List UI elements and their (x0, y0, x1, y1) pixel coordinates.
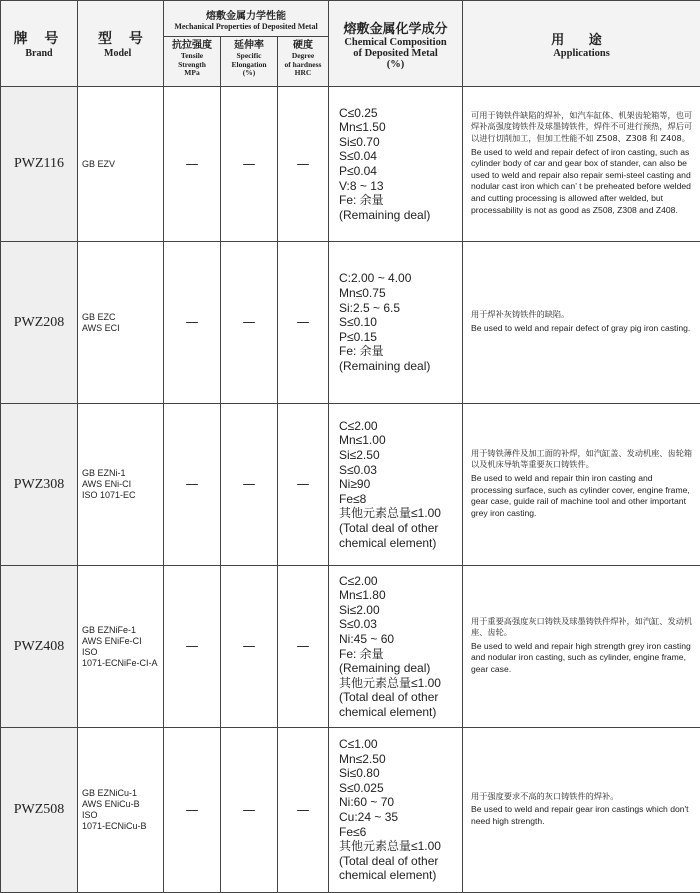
chem-cell (329, 242, 463, 404)
hardness-cell: — (278, 404, 329, 566)
hard-header-en2: of hardness (278, 61, 328, 70)
chem-header-en2: of Deposited Metal (329, 48, 462, 59)
model-cell (78, 566, 164, 728)
model-line: GB EZNiFe-1 (82, 625, 163, 636)
model-line: GB EZNi-1 (82, 468, 163, 479)
applications-header (463, 1, 700, 87)
application-en: Be used to weld and repair high strength grey iron casting and nodular iron casting, such as cylinder, engine frame, gear case. (471, 641, 694, 676)
application-en: Be used to weld and repair defect of iron casting, such as cylinder body of car and gear box of stander, can also be used to weld and repair also repair semi-steel casting and nodular cast iron which can’ t be preheated before welded and cutting processing is allowed after welded, but processability is not as good as Z508, Z308 and Z408. (471, 147, 694, 217)
application-zh: 用于铸铁薄件及加工面的补焊，如汽缸盖、发动机座、齿轮箱以及机床导轨等重要灰口铸铁件。 (471, 448, 694, 471)
model-line: AWS ENiCu-B (82, 799, 163, 810)
model-header-en: Model (78, 48, 163, 59)
application-zh: 可用于铸铁件缺陷的焊补，如汽车缸体、机架齿轮箱等，也可焊补高强度铸铁件及球墨铸铁件，焊件不可进行预热，焊后可以进行切削加工，但加工性能不如 Z508、Z308 和 Z408。 (471, 110, 694, 145)
chem-line: Fe: 余量 (339, 647, 462, 662)
chem-line: Mn≤2.50 (339, 752, 462, 767)
model-line: 1071-ECNiCu-B (82, 821, 163, 832)
brand-header-en: Brand (1, 48, 77, 59)
chem-line: (Remaining deal) (339, 208, 462, 223)
table-row (1, 728, 700, 893)
brand-header-zh: 牌 号 (1, 28, 77, 48)
chem-line: C≤2.00 (339, 574, 462, 589)
chem-line: Si≤0.70 (339, 135, 462, 150)
brand-cell: PWZ508 (1, 728, 78, 893)
tensile-cell: — (164, 87, 221, 242)
chem-line: S≤0.025 (339, 781, 462, 796)
elongation-cell: — (221, 242, 278, 404)
application-cell (463, 728, 700, 893)
chem-line: Si≤2.50 (339, 448, 462, 463)
chem-line: Fe≤6 (339, 825, 462, 840)
chem-header-zh: 熔敷金属化学成分 (329, 18, 462, 37)
model-line: ISO (82, 647, 163, 658)
model-line: ISO (82, 810, 163, 821)
app-header-zh: 用 途 (463, 29, 700, 48)
application-cell (463, 404, 700, 566)
chem-line: chemical element) (339, 868, 462, 883)
chem-line: C:2.00 ~ 4.00 (339, 271, 462, 286)
hardness-header (278, 37, 329, 87)
hard-header-en3: HRC (278, 69, 328, 78)
chem-line: (Total deal of other (339, 854, 462, 869)
elongation-cell: — (221, 404, 278, 566)
chem-line: C≤1.00 (339, 737, 462, 752)
chem-line: C≤0.25 (339, 106, 462, 121)
model-line: 1071-ECNiFe-CI-A (82, 658, 163, 669)
chem-line: S≤0.04 (339, 149, 462, 164)
chem-line: Mn≤1.00 (339, 433, 462, 448)
model-line: GB EZNiCu-1 (82, 788, 163, 799)
chem-line: Ni:45 ~ 60 (339, 632, 462, 647)
mechanical-properties-header (164, 1, 329, 37)
chem-line: Fe: 余量 (339, 344, 462, 359)
chem-line: C≤2.00 (339, 419, 462, 434)
chem-line: V:8 ~ 13 (339, 179, 462, 194)
chem-line: 其他元素总量≤1.00 (339, 839, 462, 854)
chem-cell (329, 728, 463, 893)
tensile-cell: — (164, 242, 221, 404)
model-line: AWS ENi-CI (82, 479, 163, 490)
chem-line: S≤0.10 (339, 315, 462, 330)
table-row (1, 242, 700, 404)
chem-line: Si:2.5 ~ 6.5 (339, 301, 462, 316)
tensile-cell: — (164, 728, 221, 893)
application-en: Be used to weld and repair gear iron castings which don't need high strength. (471, 804, 694, 827)
tensile-header-en3: MPa (164, 69, 220, 78)
application-cell (463, 566, 700, 728)
tensile-header-en1: Tensile (164, 52, 220, 61)
brand-header (1, 1, 78, 87)
model-cell (78, 242, 164, 404)
chem-line: (Total deal of other (339, 690, 462, 705)
application-en: Be used to weld and repair defect of gray pig iron casting. (471, 323, 694, 335)
tensile-cell: — (164, 566, 221, 728)
elong-header-en3: (%) (221, 69, 277, 78)
model-cell (78, 728, 164, 893)
table-row (1, 404, 700, 566)
hardness-cell: — (278, 242, 329, 404)
brand-cell: PWZ308 (1, 404, 78, 566)
brand-cell: PWZ116 (1, 87, 78, 242)
chem-line: Ni:60 ~ 70 (339, 795, 462, 810)
chemical-composition-header (329, 1, 463, 87)
chem-line: Mn≤1.50 (339, 120, 462, 135)
chem-line: 其他元素总量≤1.00 (339, 506, 462, 521)
app-header-en: Applications (463, 48, 700, 59)
model-line: GB EZC (82, 312, 163, 323)
chem-cell (329, 404, 463, 566)
application-zh: 用于焊补灰铸铁件的缺陷。 (471, 309, 694, 321)
chem-line: chemical element) (339, 536, 462, 551)
hardness-cell: — (278, 566, 329, 728)
chem-cell (329, 87, 463, 242)
tensile-cell: — (164, 404, 221, 566)
chem-cell (329, 566, 463, 728)
model-line: AWS ENiFe-CI (82, 636, 163, 647)
tensile-header-en2: Strength (164, 61, 220, 70)
application-zh: 用于重要高强度灰口铸铁及球墨铸铁件焊补，如汽缸、发动机座、齿轮。 (471, 616, 694, 639)
chem-line: S≤0.03 (339, 617, 462, 632)
application-en: Be used to weld and repair thin iron casting and processing surface, such as cylinder cover, engine frame, gear case, guide rail of machine tool and other important grey iron casting. (471, 473, 694, 519)
model-line: ISO 1071-EC (82, 490, 163, 501)
elongation-cell: — (221, 87, 278, 242)
brand-cell: PWZ208 (1, 242, 78, 404)
chem-header-en3: (%) (329, 59, 462, 70)
chem-line: 其他元素总量≤1.00 (339, 676, 462, 691)
model-header-zh: 型 号 (78, 28, 163, 48)
elongation-cell: — (221, 728, 278, 893)
model-cell (78, 404, 164, 566)
application-zh: 用于强度要求不高的灰口铸铁件的焊补。 (471, 791, 694, 803)
chem-line: (Remaining deal) (339, 359, 462, 374)
mech-header-en: Mechanical Properties of Deposited Metal (164, 22, 328, 31)
brand-cell: PWZ408 (1, 566, 78, 728)
application-cell (463, 87, 700, 242)
chem-line: (Remaining deal) (339, 661, 462, 676)
chem-line: (Total deal of other (339, 521, 462, 536)
tensile-header-zh: 抗拉强度 (164, 40, 220, 52)
model-header (78, 1, 164, 87)
hard-header-zh: 硬度 (278, 40, 328, 52)
elong-header-zh: 延伸率 (221, 40, 277, 52)
chem-line: S≤0.03 (339, 463, 462, 478)
tensile-strength-header (164, 37, 221, 87)
chem-header-en1: Chemical Composition (329, 37, 462, 48)
chem-line: Si≤2.00 (339, 603, 462, 618)
hardness-cell: — (278, 728, 329, 893)
hard-header-en1: Degree (278, 52, 328, 61)
chem-line: Ni≥90 (339, 477, 462, 492)
chem-line: Si≤0.80 (339, 766, 462, 781)
elong-header-en1: Specific (221, 52, 277, 61)
chem-line: chemical element) (339, 705, 462, 720)
elongation-cell: — (221, 566, 278, 728)
model-line: AWS ECI (82, 323, 163, 334)
elongation-header (221, 37, 278, 87)
elong-header-en2: Elongation (221, 61, 277, 70)
mech-header-zh: 熔敷金属力学性能 (164, 7, 328, 22)
chem-line: P≤0.04 (339, 164, 462, 179)
chem-line: Mn≤1.80 (339, 588, 462, 603)
chem-line: Mn≤0.75 (339, 286, 462, 301)
model-line: GB EZV (82, 159, 163, 170)
chem-line: P≤0.15 (339, 330, 462, 345)
chem-line: Cu:24 ~ 35 (339, 810, 462, 825)
hardness-cell: — (278, 87, 329, 242)
application-cell (463, 242, 700, 404)
chem-line: Fe≤8 (339, 492, 462, 507)
table-row (1, 87, 700, 242)
chem-line: Fe: 余量 (339, 193, 462, 208)
table-row (1, 566, 700, 728)
model-cell (78, 87, 164, 242)
